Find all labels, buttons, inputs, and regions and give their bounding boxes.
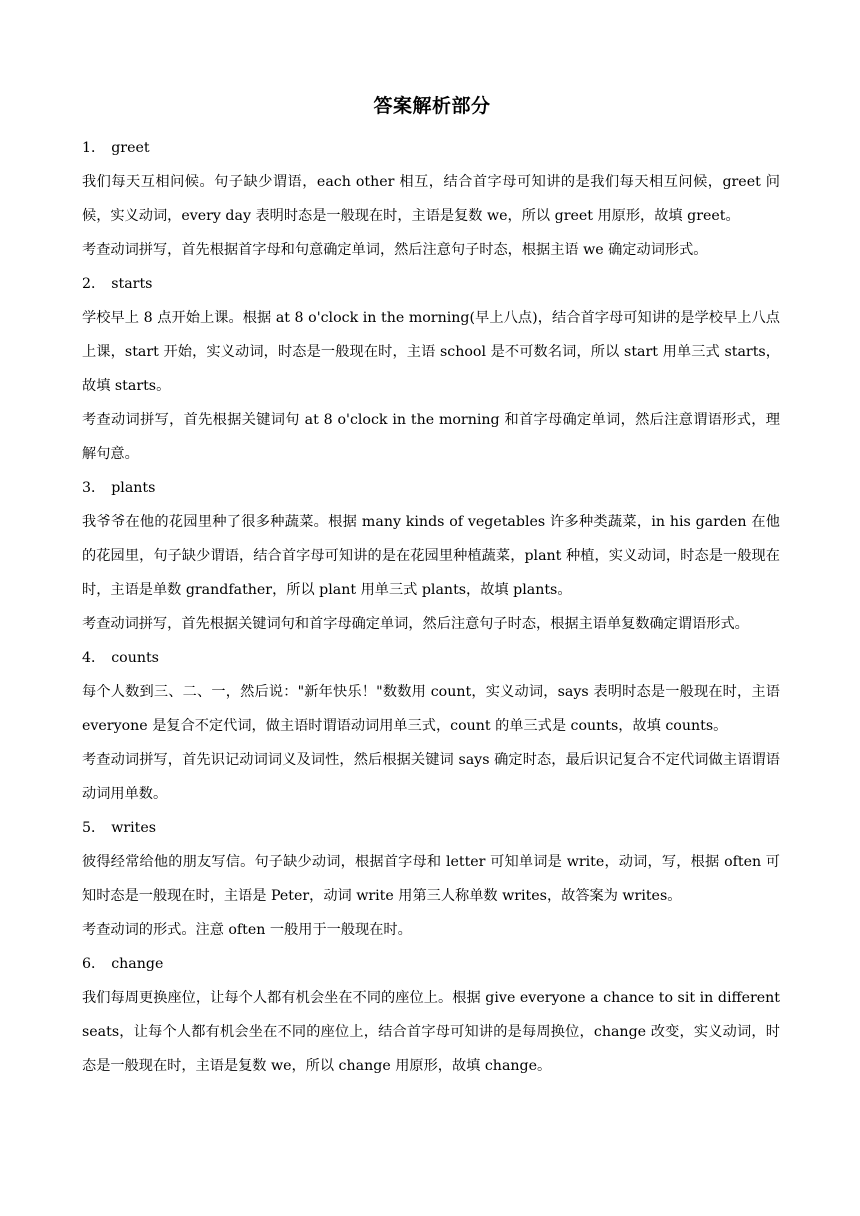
answer-word: writes <box>111 820 157 836</box>
explanation-5: 彼得经常给他的朋友写信。句子缺少动词，根据首字母和 letter 可知单词是 write，动词，写，根据 often 可知时态是一般现在时，主语是 Peter，动词 write 用第三人称单数 writes，故答案为 writes。 <box>82 854 780 904</box>
answer-heading-5 <box>82 811 780 845</box>
point-3: 考查动词拼写，首先根据关键词句和首字母确定单词，然后注意句子时态，根据主语单复数确定谓语形式。 <box>82 616 749 632</box>
answer-heading-6 <box>82 947 780 981</box>
explanation-4: 每个人数到三、二、一，然后说："新年快乐！"数数用 count，实义动词，says 表明时态是一般现在时，主语 everyone 是复合不定代词，做主语时谓语动词用单三式，count 的单三式是 counts，故填 counts。 <box>82 684 780 734</box>
answer-word: greet <box>111 140 150 156</box>
answer-heading-2 <box>82 267 780 301</box>
page-title: 答案解析部分 <box>373 95 491 117</box>
item-number: 3． <box>82 480 106 496</box>
answer-word: plants <box>111 480 156 496</box>
item-number: 5． <box>82 820 106 836</box>
point-2: 考查动词拼写，首先根据关键词句 at 8 o'clock in the morning 和首字母确定单词，然后注意谓语形式，理解句意。 <box>82 412 780 462</box>
point-1: 考查动词拼写，首先根据首字母和句意确定单词，然后注意句子时态，根据主语 we 确定动词形式。 <box>82 242 708 258</box>
item-number: 1． <box>82 140 106 156</box>
answer-word: change <box>111 956 164 972</box>
answer-heading-4 <box>82 641 780 675</box>
explanation-3: 我爷爷在他的花园里种了很多种蔬菜。根据 many kinds of vegetables 许多种类蔬菜，in his garden 在他的花园里，句子缺少谓语，结合首字母可知讲的是在花园里种植蔬菜，plant 种植，实义动词，时态是一般现在时，主语是单数 grandfather，所以 plant 用单三式 plants，故填 plants。 <box>82 514 780 598</box>
item-number: 6． <box>82 956 106 972</box>
item-number: 2． <box>82 276 106 292</box>
answer-word: starts <box>111 276 153 292</box>
answer-word: counts <box>111 650 159 666</box>
answer-heading-1 <box>82 131 780 165</box>
explanation-2: 学校早上 8 点开始上课。根据 at 8 o'clock in the morning(早上八点)，结合首字母可知讲的是学校早上八点上课，start 开始，实义动词，时态是一般现在时，主语 school 是不可数名词，所以 start 用单三式 starts，故填 starts。 <box>82 310 780 394</box>
answer-heading-3 <box>82 471 780 505</box>
item-number: 4． <box>82 650 106 666</box>
point-5: 考查动词的形式。注意 often 一般用于一般现在时。 <box>82 922 412 938</box>
explanation-6: 我们每周更换座位，让每个人都有机会坐在不同的座位上。根据 give everyone a chance to sit in different seats，让每个人都有机会坐在不同的座位上，结合首字母可知讲的是每周换位，change 改变，实义动词，时态是一般现在时，主语是复数 we，所以 change 用原形，故填 change。 <box>82 990 780 1074</box>
point-4: 考查动词拼写，首先识记动词词义及词性，然后根据关键词 says 确定时态，最后识记复合不定代词做主语谓语动词用单数。 <box>82 752 780 802</box>
answer-list <box>82 131 780 1083</box>
explanation-1: 我们每天互相问候。句子缺少谓语，each other 相互，结合首字母可知讲的是我们每天相互问候，greet 问候，实义动词，every day 表明时态是一般现在时，主语是复数 we，所以 greet 用原形，故填 greet。 <box>82 174 780 224</box>
